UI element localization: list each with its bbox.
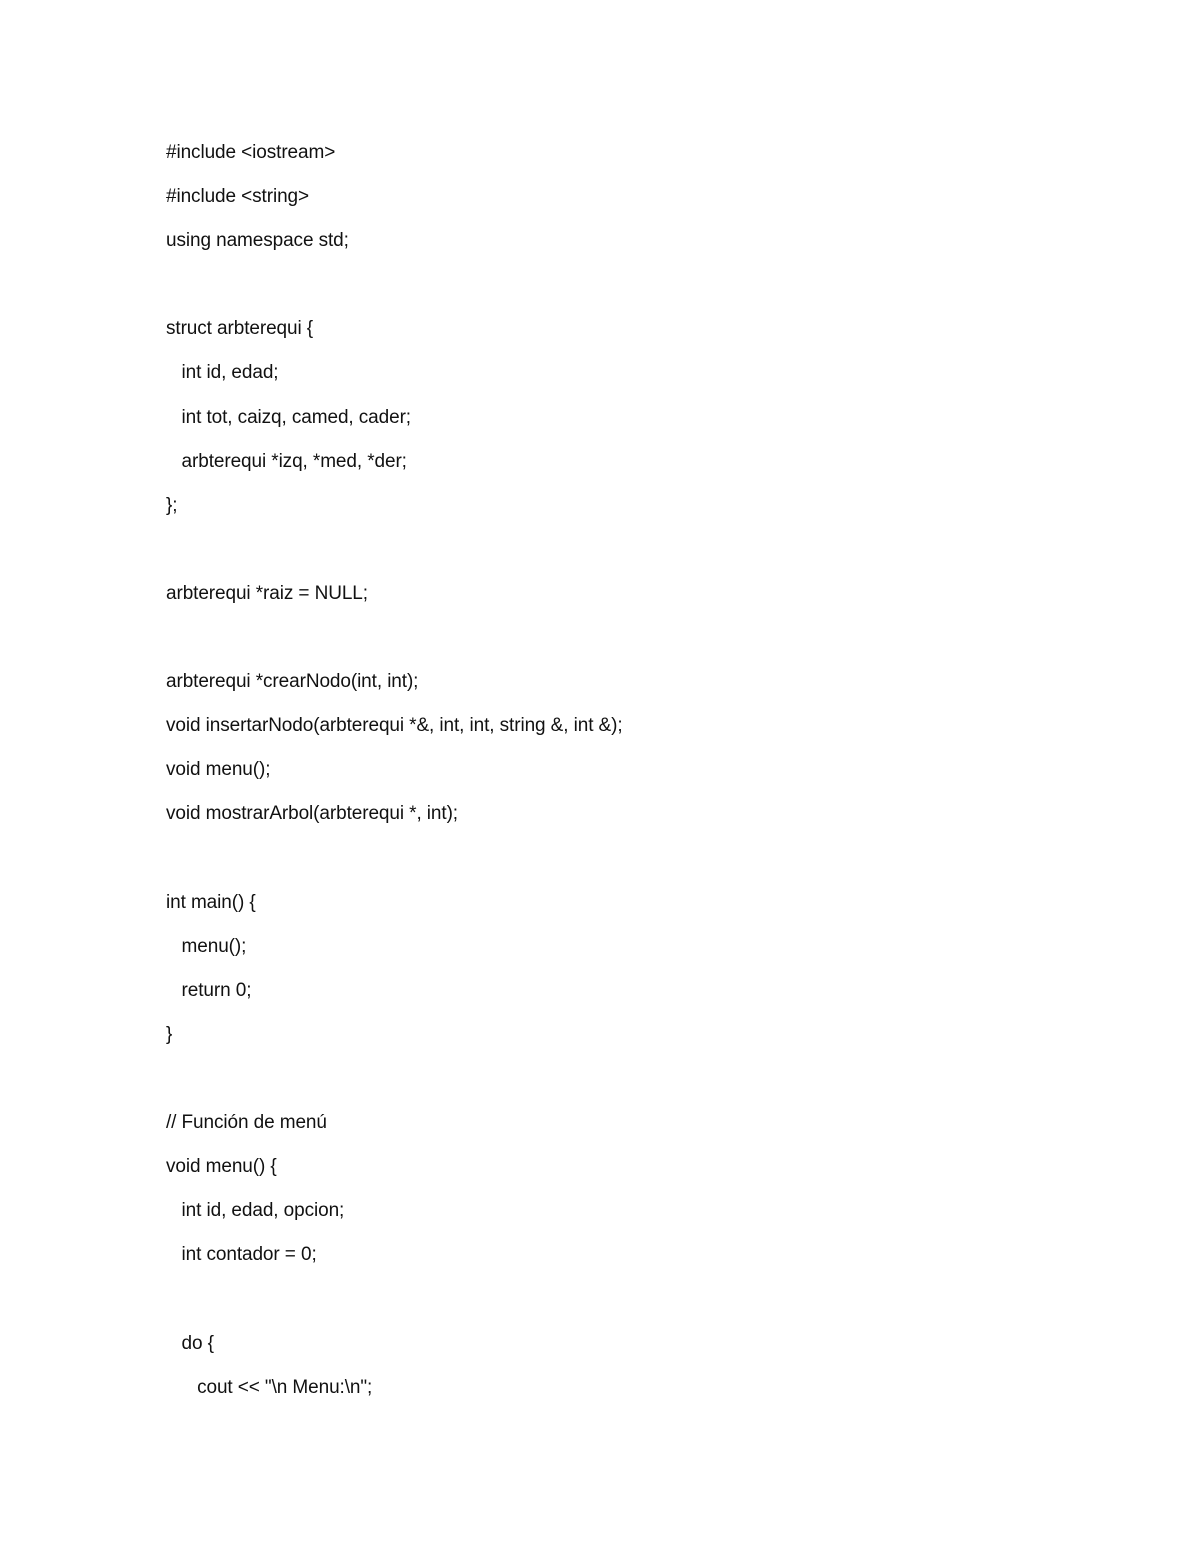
code-line: arbterequi *izq, *med, *der; (166, 450, 407, 472)
code-line: do { (166, 1332, 214, 1354)
blank-line (166, 1286, 1146, 1330)
code-line: arbterequi *crearNodo(int, int); (166, 671, 419, 693)
code-line: int id, edad; (166, 362, 279, 384)
code-line: int contador = 0; (166, 1244, 317, 1266)
code-line: int id, edad, opcion; (166, 1200, 345, 1222)
code-line: struct arbterequi { (166, 318, 314, 340)
code-listing (166, 140, 1146, 1419)
code-line: void menu(); (166, 759, 271, 781)
blank-line (166, 537, 1146, 581)
code-line: menu(); (166, 935, 247, 957)
code-line: void insertarNodo(arbterequi *&, int, int, string &, int &); (166, 715, 623, 737)
code-line: } (166, 1023, 173, 1045)
comment-line: // Función de menú (166, 1112, 327, 1134)
blank-line (166, 625, 1146, 669)
code-line: #include <iostream> (166, 142, 336, 163)
blank-line (166, 1066, 1146, 1110)
code-line: arbterequi *raiz = NULL; (166, 582, 368, 604)
code-line: return 0; (166, 979, 252, 1001)
code-line: void menu() { (166, 1156, 277, 1178)
code-line: #include <string> (166, 186, 310, 208)
blank-line (166, 272, 1146, 316)
code-line: cout << "\n Menu:\n"; (166, 1376, 373, 1398)
code-line: }; (166, 494, 178, 516)
code-line: int main() { (166, 891, 256, 913)
blank-line (166, 846, 1146, 890)
code-line: using namespace std; (166, 230, 349, 252)
code-line: int tot, caizq, camed, cader; (166, 406, 411, 428)
code-line: void mostrarArbol(arbterequi *, int); (166, 803, 458, 825)
